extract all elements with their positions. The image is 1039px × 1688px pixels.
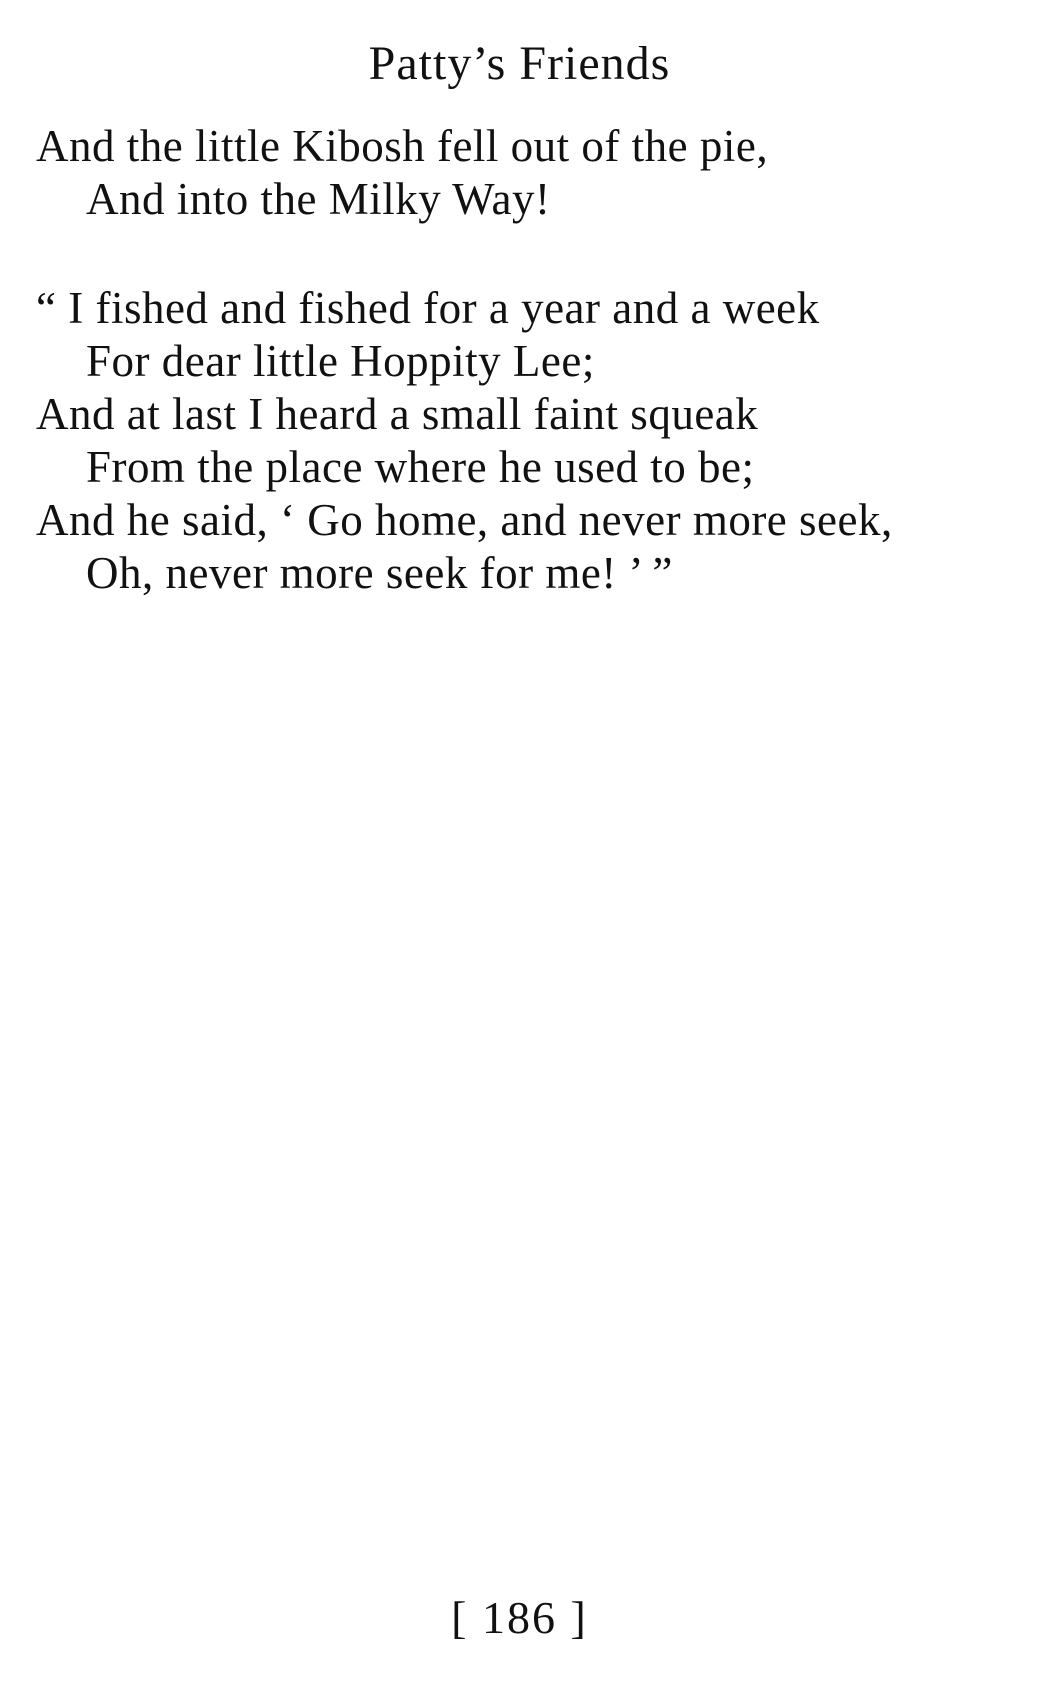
poem-line: And he said, ‘ Go home, and never more seek,: [36, 495, 893, 545]
poem-line: Oh, never more seek for me! ’ ”: [86, 548, 673, 598]
stanza: [36, 120, 1026, 226]
poem-line: And the little Kibosh fell out of the pie,: [36, 121, 769, 171]
poem-line: And at last I heard a small faint squeak: [36, 389, 759, 439]
page-number: [ 186 ]: [451, 1592, 588, 1643]
stanza-divider: [36, 226, 1026, 282]
stanza: [36, 282, 1026, 600]
poem-line: “ I fished and fished for a year and a week: [36, 283, 820, 333]
page-title: Patty’s Friends: [368, 37, 671, 90]
poem-body: [36, 120, 1026, 600]
poem-line: For dear little Hoppity Lee;: [86, 336, 595, 386]
poem-line: And into the Milky Way!: [86, 174, 551, 224]
poem-line: From the place where he used to be;: [86, 442, 755, 492]
